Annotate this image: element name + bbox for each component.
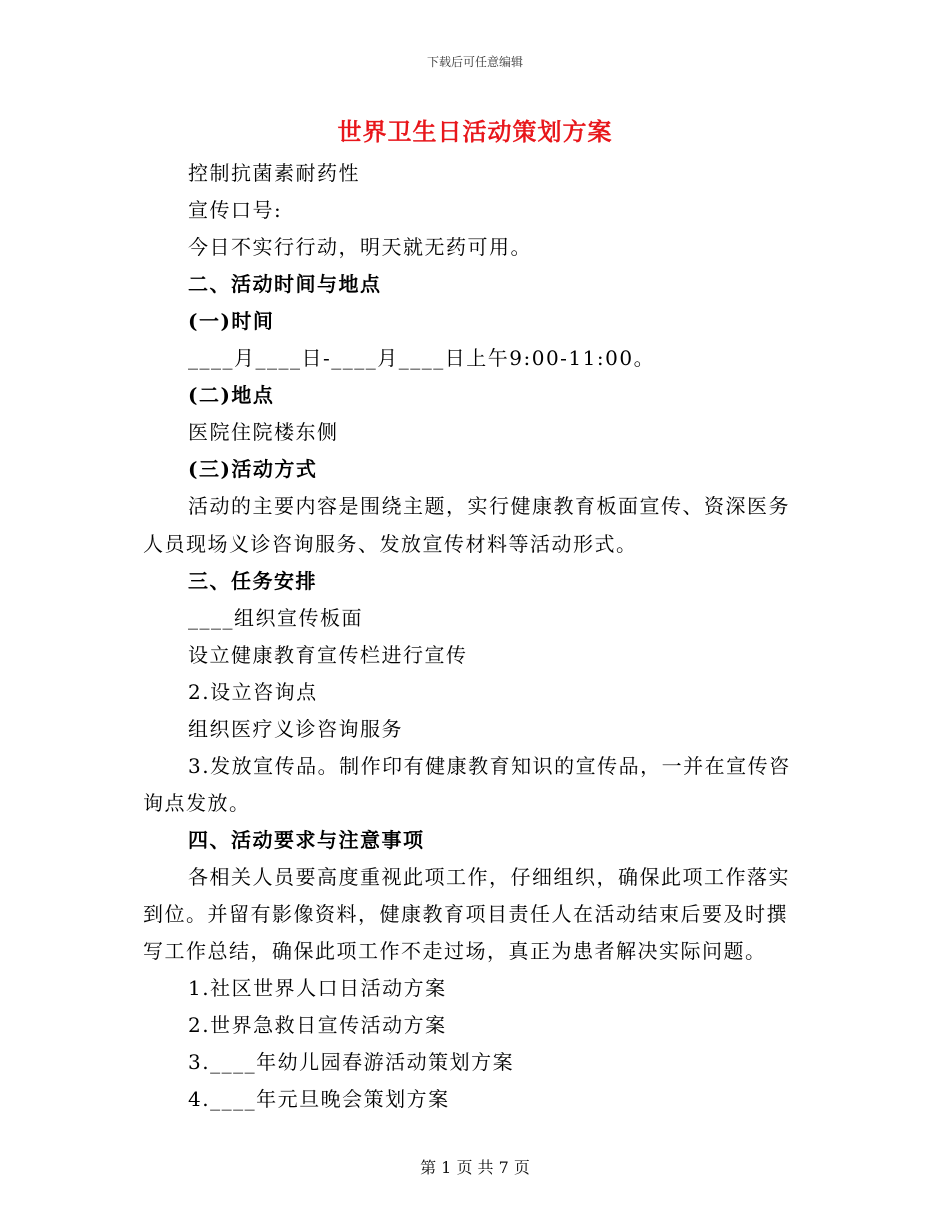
section-heading: 二、活动时间与地点 — [188, 272, 382, 296]
header-note: 下载后可任意编辑 — [426, 55, 523, 69]
page-footer: 第 1 页 共 7 页 — [420, 1158, 530, 1177]
body-line: 医院住院楼东侧 — [188, 420, 339, 444]
body-line: 设立健康教育宣传栏进行宣传 — [188, 643, 468, 667]
body-line: 人员现场义诊咨询服务、发放宣传材料等活动形式。 — [143, 532, 638, 556]
related-link: 2.世界急救日宣传活动方案 — [188, 1013, 447, 1037]
body-line: 2.设立咨询点 — [188, 680, 318, 704]
body-line: 今日不实行行动，明天就无药可用。 — [188, 235, 532, 259]
subsection-heading: (三)活动方式 — [188, 457, 318, 481]
section-heading: 四、活动要求与注意事项 — [188, 828, 425, 852]
body-line: ____组织宣传板面 — [188, 606, 363, 630]
body-line: 宣传口号: — [188, 198, 283, 222]
body-line: 写工作总结，确保此项工作不走过场，真正为患者解决实际问题。 — [143, 939, 767, 963]
document-title: 世界卫生日活动策划方案 — [337, 117, 613, 146]
related-link: 3.____年幼儿园春游活动策划方案 — [188, 1050, 515, 1074]
related-link: 1.社区世界人口日活动方案 — [188, 976, 447, 1000]
body-line: 各相关人员要高度重视此项工作，仔细组织，确保此项工作落实 — [188, 865, 790, 889]
body-line: 到位。并留有影像资料，健康教育项目责任人在活动结束后要及时撰 — [143, 902, 788, 926]
body-line: 组织医疗义诊咨询服务 — [188, 717, 403, 741]
body-line: ____月____日-____月____日上午9:00-11:00。 — [188, 346, 656, 370]
related-link: 4.____年元旦晚会策划方案 — [188, 1087, 450, 1111]
body-line: 3.发放宣传品。制作印有健康教育知识的宣传品，一并在宣传咨 — [188, 754, 791, 778]
body-line: 控制抗菌素耐药性 — [188, 161, 360, 185]
subsection-heading: (一)时间 — [188, 309, 275, 333]
body-line: 活动的主要内容是围绕主题，实行健康教育板面宣传、资深医务 — [188, 494, 790, 518]
subsection-heading: (二)地点 — [188, 383, 275, 407]
section-heading: 三、任务安排 — [188, 569, 317, 593]
body-line: 询点发放。 — [143, 791, 251, 815]
